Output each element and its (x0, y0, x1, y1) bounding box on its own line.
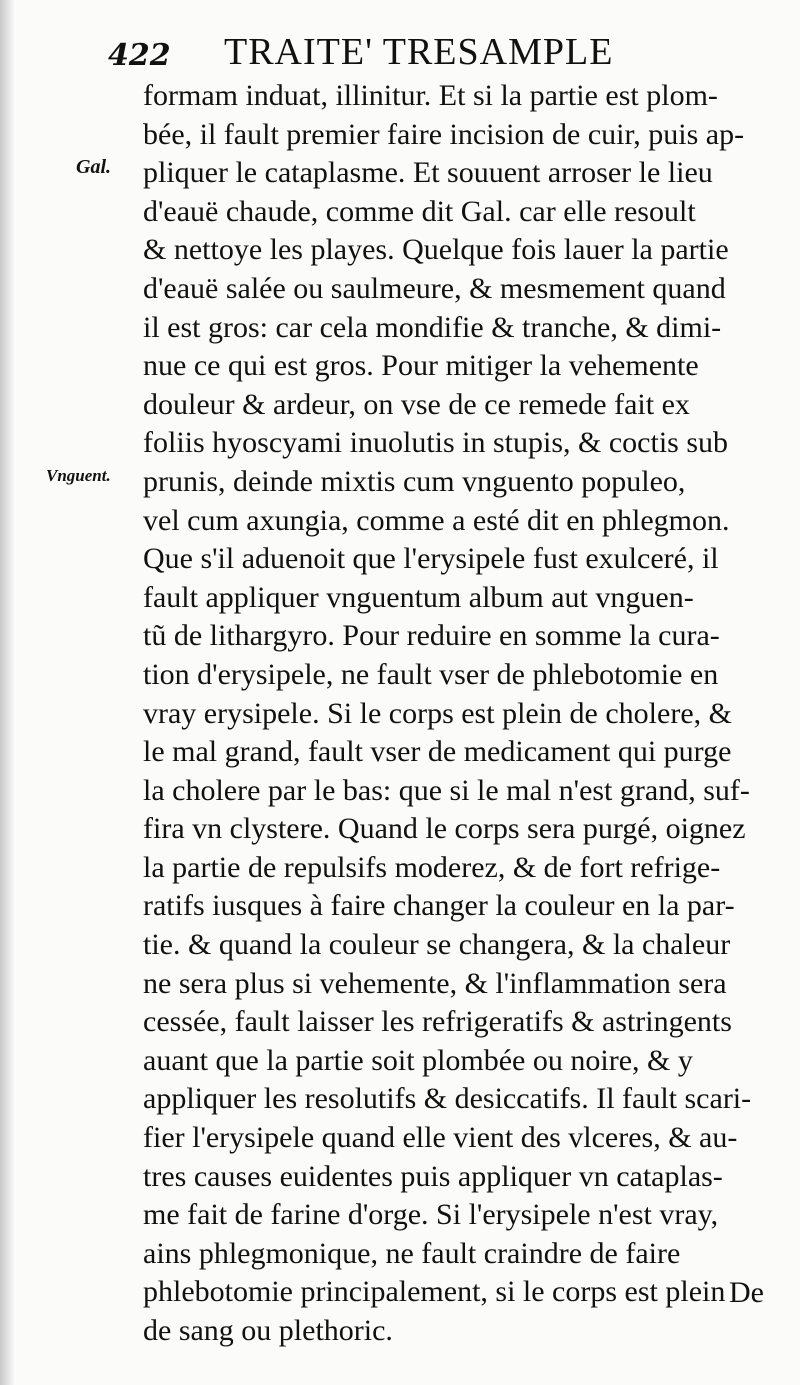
text-line: me fait de farine d'orge. Si l'erysipele n'est vray, (143, 1198, 719, 1232)
text-line: & nettoye les playes. Quelque fois lauer la partie (143, 233, 729, 267)
text-line: vel cum axungia, comme a esté dit en phlegmon. (143, 503, 730, 537)
text-line: pliquer le cataplasme. Et souuent arroser le lieu (143, 156, 713, 190)
margin-note-vnguent: Vnguent. (46, 466, 111, 485)
text-line: appliquer les resolutifs & desiccatifs. Il fault scari- (143, 1082, 752, 1116)
text-line: d'eauë chaude, comme dit Gal. car elle resoult (143, 194, 696, 228)
text-line: tion d'erysipele, ne fault vser de phlebotomie en (143, 657, 719, 691)
text-line: d'eauë salée ou saulmeure, & mesmement quand (143, 271, 726, 305)
text-line: ne sera plus si vehemente, & l'inflammation sera (143, 966, 727, 1000)
text-line: prunis, deinde mixtis cum vnguento populeo, (143, 464, 686, 498)
text-line: nue ce qui est gros. Pour mitiger la vehemente (143, 349, 699, 383)
page-header (108, 30, 768, 76)
page-number: 422 (108, 38, 171, 73)
text-line: Que s'il aduenoit que l'erysipele fust exulceré, il (143, 542, 719, 576)
text-line: ratifs iusques à faire changer la couleur en la par- (143, 889, 735, 923)
catchword: De (729, 1276, 764, 1309)
text-line: vray erysipele. Si le corps est plein de cholere, & (143, 696, 732, 730)
text-line: la partie de repulsifs moderez, & de fort refrige- (143, 850, 721, 884)
text-line: fier l'erysipele quand elle vient des vlceres, & au- (143, 1121, 738, 1155)
text-line: formam induat, illinitur. Et si la partie est plom- (143, 79, 718, 112)
page-gutter-shadow (0, 0, 14, 1385)
text-line: fault appliquer vnguentum album aut vnguen- (143, 580, 694, 614)
text-line: auant que la partie soit plombée ou noire, & y (143, 1043, 693, 1077)
text-line: tũ de lithargyro. Pour reduire en somme la cura- (143, 619, 720, 653)
text-line: il est gros: car cela mondifie & tranche, & dimi- (143, 310, 722, 344)
text-line: foliis hyoscyami inuolutis in stupis, & coctis sub (143, 426, 728, 460)
margin-note-gal: Gal. (76, 156, 111, 178)
running-title: TRAITE' TRESAMPLE (224, 31, 614, 73)
text-line: cessée, fault laisser les refrigeratifs & astringents (143, 1005, 732, 1039)
text-line: de sang ou plethoric. (143, 1314, 393, 1347)
text-line: douleur & ardeur, on vse de ce remede fait ex (143, 387, 690, 421)
text-line: tres causes euidentes puis appliquer vn cataplas- (143, 1159, 723, 1193)
body-text (143, 77, 765, 1351)
text-line: la cholere par le bas: que si le mal n'est grand, suf- (143, 773, 750, 807)
text-line: le mal grand, fault vser de medicament qui purge (143, 735, 732, 769)
text-line: phlebotomie principalement, si le corps est plein (143, 1275, 726, 1309)
text-line: ains phlegmonique, ne fault craindre de faire (143, 1236, 681, 1270)
text-line: bée, il fault premier faire incision de cuir, puis ap- (143, 117, 745, 151)
text-line: tie. & quand la couleur se changera, & la chaleur (143, 928, 731, 962)
text-line: fira vn clystere. Quand le corps sera purgé, oignez (143, 812, 746, 846)
